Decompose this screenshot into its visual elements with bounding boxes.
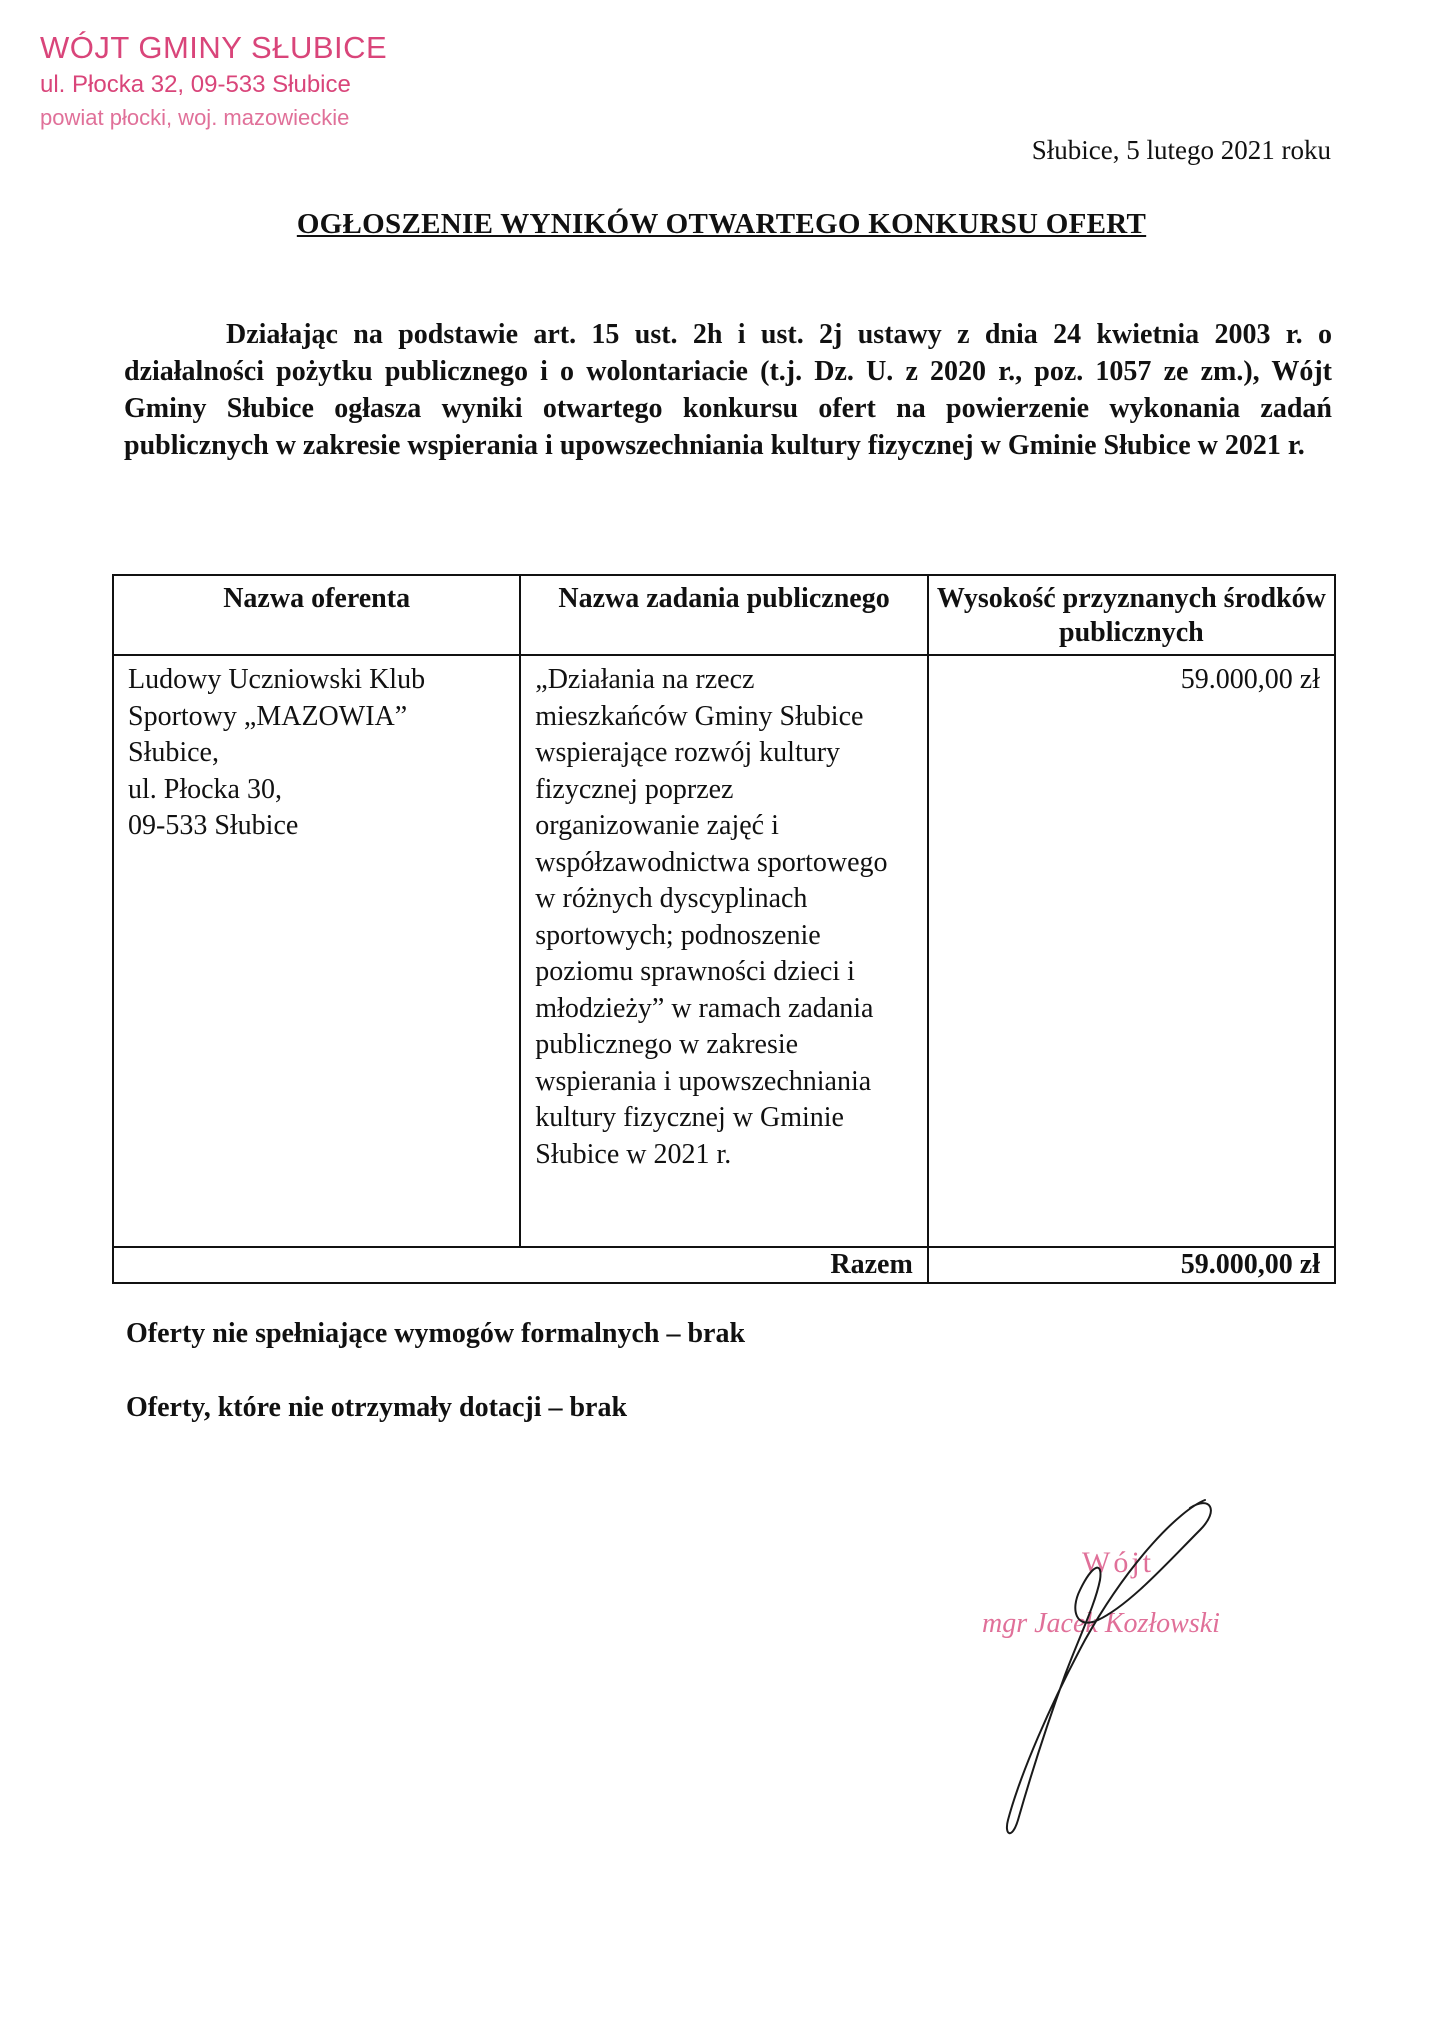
header-amount: Wysokość przyznanych środków publicznych [928,575,1335,655]
document-title: OGŁOSZENIE WYNIKÓW OTWARTEGO KONKURSU OFERT [296,208,1147,240]
offerer-cell [113,655,520,1247]
stamp-line-2: ul. Płocka 32, 09-533 Słubice [40,71,351,98]
office-stamp [40,28,387,134]
task-cell: „Działania na rzecz mieszkańców Gminy Słubice wspierające rozwój kultury fizycznej poprzez organizowanie zajęć i współzawodnictwa sportowego w różnych dyscyplinach sportowych; podnoszenie poziomu sprawności dzieci i młodzieży” w ramach zadania publicznego w zakresie wspierania i upowszechniania kultury fizycznej w Gminie Słubice w 2021 r. [520,655,928,1247]
total-label: Razem [113,1247,928,1283]
total-row [113,1247,1335,1283]
header-task: Nazwa zadania publicznego [520,575,928,655]
signatory-title: Wójt [1082,1546,1154,1579]
offerer-line: Sportowy „MAZOWIA” [128,700,408,732]
amount-cell: 59.000,00 zł [928,655,1335,1247]
grants-table [112,574,1336,1284]
header-offerer: Nazwa oferenta [113,575,520,655]
offerer-line: ul. Płocka 30, [128,773,282,805]
table-row [113,655,1335,1247]
document-date: Słubice, 5 lutego 2021 roku [1031,135,1331,165]
offerer-line: Ludowy Uczniowski Klub [128,664,426,695]
total-amount: 59.000,00 zł [928,1247,1335,1283]
note-formal-rejections: Oferty nie spełniające wymogów formalnych – brak [126,1318,746,1349]
intro-paragraph: Działając na podstawie art. 15 ust. 2h i ust. 2j ustawy z dnia 24 kwietnia 2003 r. o działalności pożytku publicznego i o wolontariacie (t.j. Dz. U. z 2020 r., poz. 1057 ze zm.), Wójt Gminy Słubice ogłasza wyniki otwartego konkursu ofert na powierzenie wykonania zadań publicznych w zakresie wspierania i upowszechniania kultury fizycznej w Gminie Słubice w 2021 r. [124,319,1332,461]
offerer-line: Słubice, [128,737,219,768]
stamp-line-1: WÓJT GMINY SŁUBICE [40,30,388,65]
note-no-grant: Oferty, które nie otrzymały dotacji – brak [126,1392,628,1423]
handwritten-signature [980,1490,1240,1850]
table-header-row [113,575,1335,655]
stamp-line-3: powiat płocki, woj. mazowieckie [40,105,350,130]
signatory-name: mgr Jacek Kozłowski [982,1608,1220,1639]
offerer-line: 09-533 Słubice [128,810,299,841]
